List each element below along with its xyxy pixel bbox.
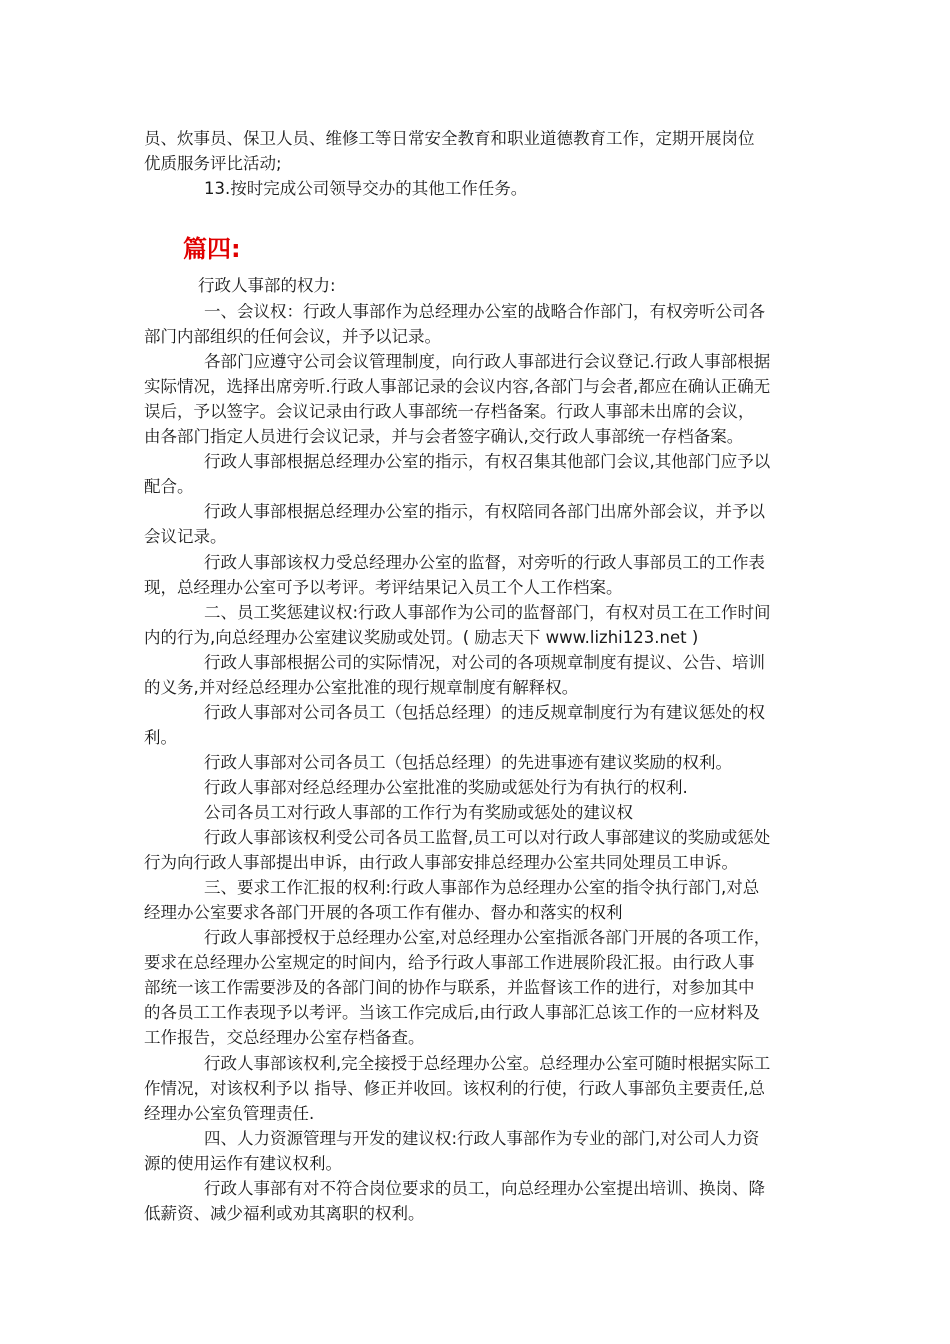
text-line: 内的行为,向总经理办公室建议奖励或处罚。( 励志天下 www.lizhi123.net ) <box>144 628 699 647</box>
text-line: 行政人事部该权力受总经理办公室的监督，对旁听的行政人事部员工的工作表 <box>204 553 765 572</box>
text-line: 要求在总经理办公室规定的时间内，给予行政人事部工作进展阶段汇报。由行政人事 <box>144 953 755 972</box>
text-line: 一、会议权：行政人事部作为总经理办公室的战略合作部门，有权旁听公司各 <box>204 302 765 321</box>
section-title: 篇四: <box>183 235 241 263</box>
text-line: 低薪资、减少福利或劝其离职的权利。 <box>144 1204 425 1223</box>
text-line: 利。 <box>144 728 177 747</box>
text-line: 部统一该工作需要涉及的各部门间的协作与联系，并监督该工作的进行，对参加其中 <box>144 978 755 997</box>
text-line: 行政人事部对经总经理办公室批准的奖励或惩处行为有执行的权利. <box>204 778 688 797</box>
text-line: 源的使用运作有建议权利。 <box>144 1154 342 1173</box>
text-line: 实际情况，选择出席旁听.行政人事部记录的会议内容,各部门与会者,都应在确认正确无 <box>144 377 771 396</box>
text-line: 经理办公室要求各部门开展的各项工作有催办、督办和落实的权利 <box>144 903 623 922</box>
text-line: 的各员工工作表现予以考评。当该工作完成后,由行政人事部汇总该工作的一应材料及 <box>144 1003 760 1022</box>
text-line: 13.按时完成公司领导交办的其他工作任务。 <box>204 179 528 198</box>
text-line: 由各部门指定人员进行会议记录，并与会者签字确认,交行政人事部统一存档备案。 <box>144 427 744 446</box>
text-line: 现，总经理办公室可予以考评。考评结果记入员工个人工作档案。 <box>144 578 623 597</box>
text-line: 行政人事部对公司各员工（包括总经理）的违反规章制度行为有建议惩处的权 <box>204 703 765 722</box>
text-line: 四、人力资源管理与开发的建议权:行政人事部作为专业的部门,对公司人力资 <box>204 1129 760 1148</box>
text-line: 行政人事部授权于总经理办公室,对总经理办公室指派各部门开展的各项工作， <box>204 928 771 947</box>
text-line: 公司各员工对行政人事部的工作行为有奖励或惩处的建议权 <box>204 803 633 822</box>
text-line: 配合。 <box>144 477 194 496</box>
text-line: 行政人事部根据总经理办公室的指示，有权陪同各部门出席外部会议，并予以 <box>204 502 765 521</box>
text-line: 经理办公室负管理责任. <box>144 1104 315 1123</box>
text-line: 作情况，对该权利予以 指导、修正并收回。该权利的行使，行政人事部负主要责任,总 <box>144 1079 765 1098</box>
text-line: 行政人事部根据总经理办公室的指示，有权召集其他部门会议,其他部门应予以 <box>204 452 771 471</box>
text-line: 行政人事部有对不符合岗位要求的员工，向总经理办公室提出培训、换岗、降 <box>204 1179 765 1198</box>
text-line: 的义务,并对经总经理办公室批准的现行规章制度有解释权。 <box>144 678 579 697</box>
text-line: 优质服务评比活动; <box>144 154 282 173</box>
text-line: 三、要求工作汇报的权利:行政人事部作为总经理办公室的指令执行部门,对总 <box>204 878 760 897</box>
text-line: 行政人事部根据公司的实际情况，对公司的各项规章制度有提议、公告、培训 <box>204 653 765 672</box>
text-line: 误后，予以签字。会议记录由行政人事部统一存档备案。行政人事部未出席的会议， <box>144 402 755 421</box>
text-line: 二、员工奖惩建议权:行政人事部作为公司的监督部门，有权对员工在工作时间 <box>204 603 771 622</box>
text-line: 会议记录。 <box>144 527 227 546</box>
text-line: 行为向行政人事部提出申诉，由行政人事部安排总经理办公室共同处理员工申诉。 <box>144 853 738 872</box>
text-line: 各部门应遵守公司会议管理制度，向行政人事部进行会议登记.行政人事部根据 <box>204 352 771 371</box>
intro-line: 行政人事部的权力: <box>198 276 336 295</box>
text-line: 行政人事部对公司各员工（包括总经理）的先进事迹有建议奖励的权利。 <box>204 753 732 772</box>
text-line: 行政人事部该权利受公司各员工监督,员工可以对行政人事部建议的奖励或惩处 <box>204 828 771 847</box>
text-line: 员、炊事员、保卫人员、维修工等日常安全教育和职业道德教育工作，定期开展岗位 <box>144 129 755 148</box>
text-line: 部门内部组织的任何会议，并予以记录。 <box>144 327 441 346</box>
text-line: 行政人事部该权利,完全接授于总经理办公室。总经理办公室可随时根据实际工 <box>204 1054 771 1073</box>
text-line: 工作报告，交总经理办公室存档备查。 <box>144 1028 425 1047</box>
